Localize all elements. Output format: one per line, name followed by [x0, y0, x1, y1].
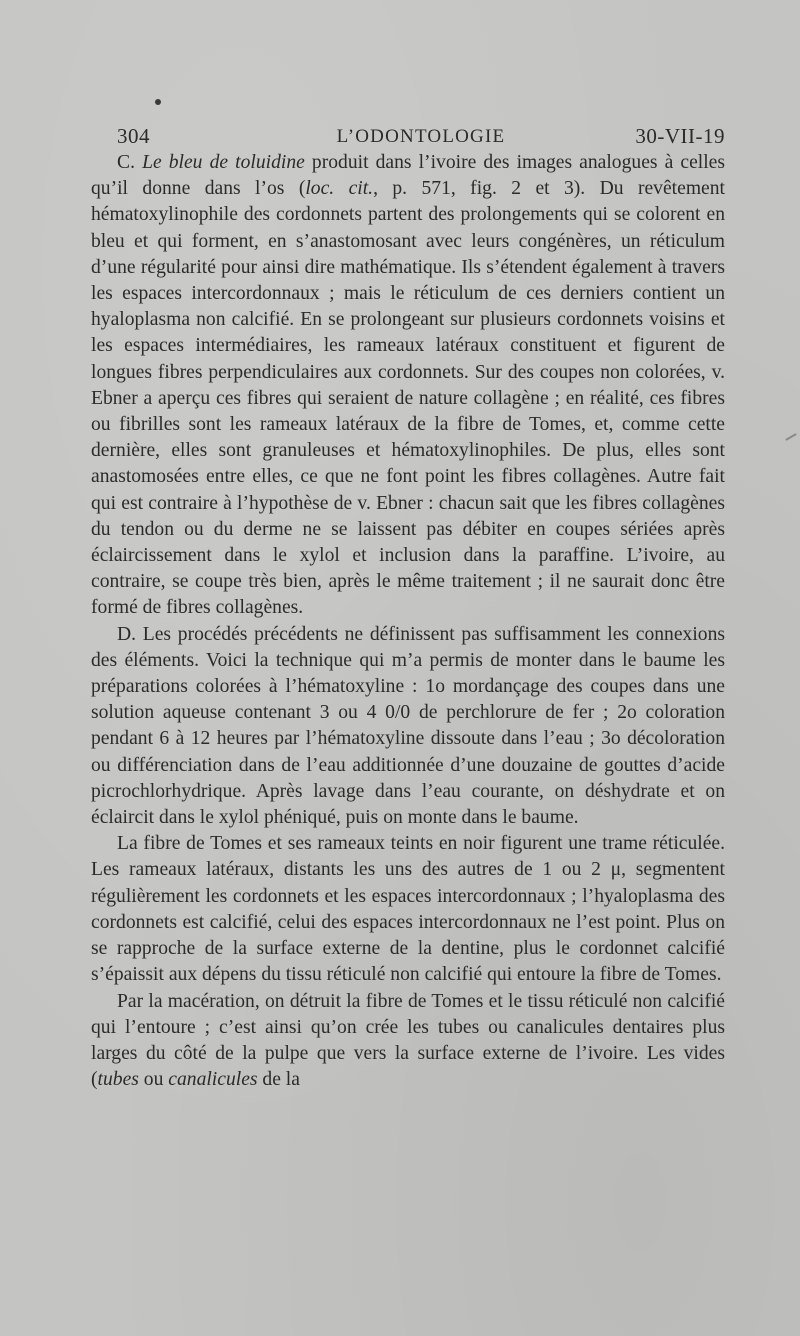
paragraph-maceration — [91, 989, 725, 1094]
journal-title: L’ODONTOLOGIE — [336, 126, 506, 147]
italic-term: canalicules — [168, 1069, 258, 1091]
ink-speck — [155, 99, 161, 105]
paragraph-text: produit dans l’ivoire des images analogues à celles qu’il donne dans l’os ( — [91, 152, 725, 200]
running-header — [117, 120, 725, 150]
italic-citation: loc. cit. — [305, 178, 374, 200]
margin-mark — [785, 433, 796, 441]
issue-date: 30-VII-19 — [635, 124, 725, 148]
page-number: 304 — [117, 124, 150, 148]
paragraph-fibre — [91, 831, 725, 988]
paragraph-text: de la — [257, 1069, 300, 1091]
paragraph-text: La fibre de Tomes et ses rameaux teints en noir figurent une trame réticulée. Les rameaux latéraux, distants les uns des autres de 1 ou 2 μ, segmentent régulièrement les cordonnets et les espaces intercordonnaux ; l’hyaloplasma des cordonnets est calcifié, celui des espaces intercordonnaux ne l’est point. Plus on se rapproche de la surface externe de la dentine, plus le cordonnet calcifié s’épaissit aux dépens du tissu réticulé non calcifié qui entoure la fibre de Tomes. — [91, 833, 725, 986]
paragraph-text: D. Les procédés précédents ne définissent pas suffisamment les connexions des éléments. Voici la technique qui m’a permis de monter dans le baume les préparations colorées à l’hématoxyline : 1o mordançage des coupes dans une solution aqueuse contenant 3 ou 4 0/0 de perchlorure de fer ; 2o coloration pendant 6 à 12 heures par l’hématoxyline dissoute dans l’eau ; 3o décoloration ou différenciation dans de l’eau additionnée d’une douzaine de gouttes d’acide picrochlorhydrique. Après lavage dans l’eau courante, on déshydrate et on éclaircit dans le xylol phéniqué, puis on monte dans le baume. — [91, 623, 725, 829]
italic-term: Le bleu de toluidine — [142, 152, 305, 173]
body-text — [91, 150, 725, 1093]
paragraph-marker: C. — [117, 152, 143, 173]
paragraph-c — [91, 150, 725, 622]
paragraph-text: Par la macération, on détruit la fibre de Tomes et le tissu réticulé non calcifié qui l’entoure ; c’est ainsi qu’on crée les tubes ou canalicules dentaires plus larges du côté de la pulpe que vers la surface externe de l’ivoire. Les vides ( — [91, 990, 725, 1091]
paragraph-text: ou — [138, 1069, 169, 1091]
italic-term: tubes — [97, 1069, 139, 1091]
paragraph-d — [91, 622, 725, 832]
paragraph-text: , p. 571, fig. 2 et 3). Du revêtement hématoxylinophile des cordonnets partent des prolongements qui se colorent en bleu et qui forment, en s’anastomosant avec leurs congénères, un réticulum d’une régularité pour ainsi dire mathématique. Ils s’étendent également à travers les espaces intercordonnaux ; mais le réticulum de ces derniers contient un hyaloplasma non calcifié. En se prolongeant sur plusieurs cordonnets voisins et les espaces intermédiaires, les rameaux latéraux constituent et figurent de longues fibres perpendiculaires aux cordonnets. Sur des coupes non colorées, v. Ebner a aperçu ces fibres qui seraient de nature collagène ; en réalité, ces fibres ou fibrilles sont les rameaux latéraux de la fibre de Tomes, et, comme cette dernière, elles sont granuleuses et hématoxylinophiles. De plus, elles sont anastomosées entre elles, ce que ne font point les fibres collagènes. Autre fait qui est contraire à l’hypothèse de v. Ebner : chacun sait que les fibres collagènes du tendon ou du derme ne se laissent pas débiter en coupes sériées après éclaircissement dans le xylol et inclusion dans la paraffine. L’ivoire, au contraire, se coupe très bien, après le même traitement ; il ne saurait donc être formé de fibres collagènes. — [91, 178, 725, 619]
